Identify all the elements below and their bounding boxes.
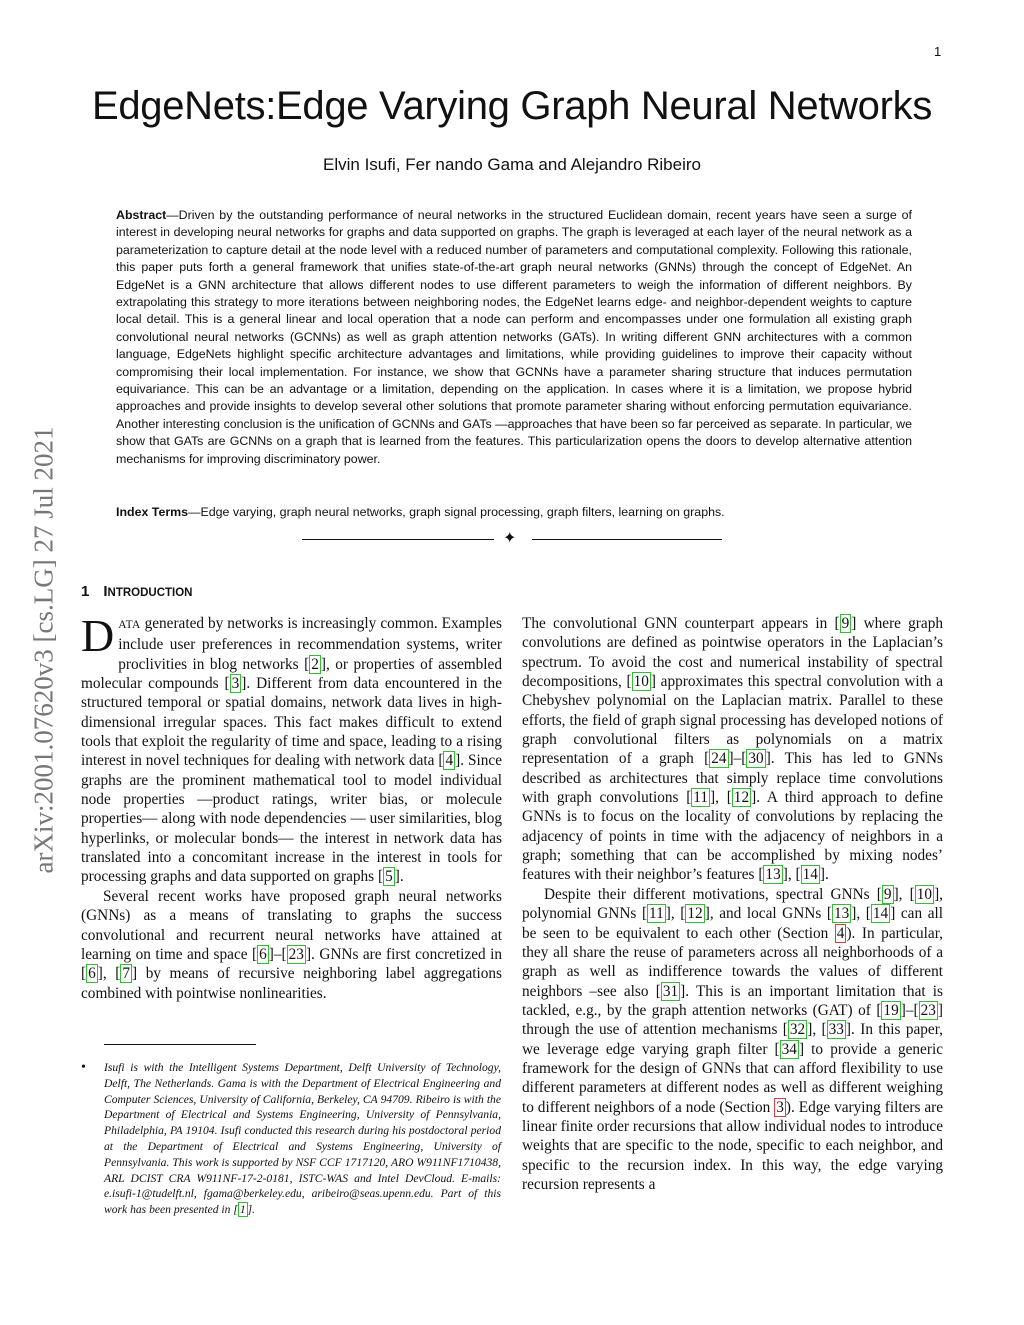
page-number: 1 xyxy=(934,44,942,59)
text: . In this paper, we leverage edge varying graph filter xyxy=(522,1021,943,1058)
text: where graph convolutions are defined as pointwise operators in the Laplacian’s spectrum. To avoid the cost and numerical instability of spectral decompositions, xyxy=(522,615,943,691)
citation-link[interactable]: 10 xyxy=(916,885,933,903)
smallcaps-text: ATA xyxy=(118,619,141,631)
paper-title: EdgeNets:Edge Varying Graph Neural Networks xyxy=(91,84,933,128)
citation-link[interactable]: 12 xyxy=(733,789,750,807)
text: can all be seen to be equivalent to each other (Section xyxy=(522,905,943,942)
citation-link[interactable]: 11 xyxy=(649,905,664,923)
text: . xyxy=(252,1203,256,1217)
citation-link[interactable]: 10 xyxy=(633,673,649,691)
abstract-text: Driven by the outstanding performance of neural networks in the structured Euclidean domain, recent years have seen a surge of interest in developing neural networks for graphs and data supported on graphs. The graph is leveraged at each layer of the neural network as a parameterization to capture detail at the node level with a reduced number of parameters and computational complexity. Following this rationale, this paper puts forth a general framework that unifies state-of-the-art graph neural networks (GNNs) through the concept of EdgeNet. An EdgeNet is a GNN architecture that allows different nodes to use different parameters to weigh the information of different neighbors. By extrapolating this strategy to more iterations between neighboring nodes, the EdgeNet learns edge- and neighbor-dependent weights to capture local detail. This is a general linear and local operation that a node can perform and encompasses under one formulation all existing graph convolutional neural networks (GCNNs) as well as graph attention networks (GATs). In writing different GNN architectures with a common language, EdgeNets highlight specific architecture advantages and limitations, while providing guidelines to improve their capacity without compromising their local implementation. For instance, we show that GCNNs have a parameter sharing structure that induces permutation equivariance. This can be an advantage or a limitation, depending on the application. In cases where it is a limitation, we propose hybrid approaches and provide insights to develop several other solutions that promote parameter sharing without enforcing permutation equivariance. Another interesting conclusion is the unification of GCNNs and GATs —approaches that have been so far perceived as separate. In particular, we show that GATs are GCNNs on a graph that is learned from the features. This particularization opens the doors to develop alternative attention mechanisms for improving discriminatory power. xyxy=(116,208,912,466)
right-column xyxy=(522,614,943,1194)
citation-link[interactable]: 23 xyxy=(920,1001,936,1019)
index-terms-label: Index Terms xyxy=(116,505,189,519)
text: . This has led to GNNs described as architectures that simply replace time convolutions with graph convolutions xyxy=(522,750,943,807)
separator-rule-left xyxy=(302,539,494,540)
author-list: Elvin Isufi, Fer nando Gama and Alejandro Ribeiro xyxy=(323,155,701,174)
citation-link[interactable]: 7 xyxy=(122,965,131,983)
text: , polynomial GNNs xyxy=(522,885,943,923)
citation-link[interactable]: 5 xyxy=(385,868,393,886)
text: – xyxy=(905,1001,914,1019)
text: , xyxy=(102,965,116,983)
text: – xyxy=(733,750,742,768)
citation-link[interactable]: 14 xyxy=(872,905,889,923)
citation-link[interactable]: 14 xyxy=(802,866,818,884)
text: . Since graphs are the prominent mathematical tool to model individual node properties —product ratings, writer bias, or molecule properties— along with node dependencies — user similarities, blog hyperlinks, or molecular bonds— the interest in network data has translated into a concomitant increase in the interest in tools for processing graphs and data supported on graphs xyxy=(81,752,502,886)
citation-link[interactable]: 4 xyxy=(445,752,454,770)
text: ). Edge varying filters are linear finite order recursions that allow individual nodes to introduce weights that are specific to the node, specific to each neighbor, and specific to the recursion index. In this way, the edge varying recursion represents a xyxy=(522,1098,943,1193)
abstract-dash: — xyxy=(166,208,179,222)
citation-link[interactable]: 33 xyxy=(828,1021,844,1039)
citation-link[interactable]: 13 xyxy=(833,905,850,923)
arxiv-stamp: arXiv:2001.07620v3 [cs.LG] 27 Jul 2021 xyxy=(28,426,59,874)
text: ). In particular, they all share the reuse of parameters across all neighborhoods of a graph as well as indifference towards the values of different neighbors –see also xyxy=(522,924,943,1000)
text: , xyxy=(898,885,910,903)
left-column xyxy=(81,610,502,1003)
citation-link[interactable]: 23 xyxy=(288,945,304,963)
footnote-text: Isufi is with the Intelligent Systems Department, Delft University of Technology, Delft, The Netherlands. Gama is with the Department of Electrical Engineering and Computer Sciences, University of California, Berkeley, CA 94709. Ribeiro is with the Department of Electrical and Systems Engineering, University of Pennsylvania, Philadelphia, PA 19104. Isufi conducted this research during his postdoctoral period at the Department of Electrical and Systems Engineering, University of Pennsylvania. This work is supported by NSF CCF 1717120, ARO W911NF1710438, ARL DCIST CRA W911NF-17-2-0181, ISTC-WAS and Intel DevCloud. E-mails: e.isufi-1@tudelft.nl, fgama@berkeley.edu, aribeiro@seas.upenn.edu. Part of this work has been presented in xyxy=(104,1061,501,1217)
text: approximates this spectral convolution with a Chebyshev polynomial on the Laplacian matrix. Parallel to these efforts, the field of graph signal processing has developed notions of graph convolutional filters as polynomials on a matrix representation of a graph xyxy=(522,673,943,768)
citation-link[interactable]: 9 xyxy=(883,885,892,903)
text: . xyxy=(825,866,829,884)
citation-link[interactable]: 12 xyxy=(687,905,703,923)
text: . This is an important limitation that is tackled, e.g., by the graph attention networks (GAT) of xyxy=(522,982,943,1019)
citation-link[interactable]: 3 xyxy=(231,675,240,693)
text: . xyxy=(399,868,404,886)
text: to provide a generic framework for the design of GNNs that can afford flexibility to use different parameters at different nodes as well as different weighing to different neighbors of a node (Section xyxy=(522,1040,943,1116)
index-terms xyxy=(116,504,912,521)
text: , or properties of assembled molecular compounds xyxy=(81,655,502,693)
citation-link[interactable]: 11 xyxy=(693,789,709,807)
text: , xyxy=(812,1021,822,1039)
text: , xyxy=(787,866,796,884)
citation-link[interactable]: 2 xyxy=(311,655,319,673)
section-title-initial: I xyxy=(103,583,108,600)
text: Several recent works have proposed graph neural networks (GNNs) as a means of translating to graphs the success convolutional and recurrent neural networks have attained at learning on time and space xyxy=(81,887,502,963)
abstract-label: Abstract xyxy=(116,208,167,222)
paragraph: DATA generated by networks is increasingly common. Examples include user preferences in recommendation systems, writer proclivities in blog networks [ 2 ], or properties of assembled molecular compounds [ 3 ]. Different from data encountered in the structured temporal or spatial domains, network data lives in high-dimensional irregular spaces. This fact makes difficult to extend tools that exploit the regularity of time and space, leading to a rising interest in novel techniques for dealing with network data [ 4 ]. Since graphs are the prominent mathematical tool to model individual node properties —product ratings, writer bias, or molecule properties— along with node dependencies — user similarities, blog hyperlinks, or molecular bonds— the interest in network data has translated into a concomitant increase in the interest in tools for processing graphs and data supported on graphs [ 5 ]. xyxy=(81,610,502,886)
paragraph: Several recent works have proposed graph neural networks (GNNs) as a means of translating to graphs the success convolutional and recurrent neural networks have attained at learning on time and space [ 6 ]–[ 23 ]. GNNs are first concretized in [ 6 ], [ 7 ] by means of recursive neighboring label aggregations combined with pointwise nonlinearities. xyxy=(81,887,502,1002)
citation-link[interactable]: 13 xyxy=(765,866,781,884)
text: – xyxy=(273,945,282,963)
citation-link[interactable]: 32 xyxy=(789,1021,806,1039)
separator-rule-right xyxy=(532,539,722,540)
section-title-rest: NTRODUCTION xyxy=(107,587,193,599)
footnote-rule xyxy=(104,1044,256,1045)
text: . Different from data encountered in the structured temporal or spatial domains, network data lives in high-dimensional irregular spaces. This fact makes difficult to extend tools that exploit the regularity of time and space, leading to a rising interest in novel techniques for dealing with network data xyxy=(81,675,502,770)
citation-link[interactable]: 6 xyxy=(259,945,267,963)
section-link[interactable]: 3 xyxy=(776,1098,784,1116)
citation-link[interactable]: 34 xyxy=(781,1040,797,1058)
citation-link[interactable]: 19 xyxy=(883,1001,899,1019)
section-link[interactable]: 4 xyxy=(836,924,845,942)
text: generated by networks is increasingly common. Examples include user preferences in recommendation systems, writer proclivities in blog networks xyxy=(118,615,502,673)
footnote: Isufi is with the Intelligent Systems Department, Delft University of Technology, Delft, The Netherlands. Gama is with the Department of Electrical Engineering and Computer Sciences, University of California, Berkeley, CA 94709. Ribeiro is with the Department of Electrical and Systems Engineering, University of Pennsylvania, Philadelphia, PA 19104. Isufi conducted this research during his postdoctoral period at the Department of Electrical and Systems Engineering, University of Pennsylvania. This work is supported by NSF CCF 1717120, ARO W911NF1710438, ARL DCIST CRA W911NF-17-2-0181, ISTC-WAS and Intel DevCloud. E-mails: e.isufi-1@tudelft.nl, fgama@berkeley.edu, aribeiro@seas.upenn.edu. Part of this work has been presented in [ 1 ]. xyxy=(104,1061,501,1217)
citation-link[interactable]: 30 xyxy=(748,750,764,768)
citation-link[interactable]: 1 xyxy=(239,1203,246,1217)
dropcap: D xyxy=(81,610,115,661)
abstract xyxy=(116,207,912,468)
text: by means of recursive neighboring label aggregations combined with pointwise nonlinearities. xyxy=(81,965,502,1002)
index-terms-dash: — xyxy=(188,505,201,519)
text: , xyxy=(670,905,681,923)
section-heading xyxy=(81,583,192,600)
citation-link[interactable]: 31 xyxy=(662,982,679,1000)
paragraph: The convolutional GNN counterpart appears in [ 9 ] where graph convolutions are defined as pointwise operators in the Laplacian’s spectrum. To avoid the cost and numerical instability of spectral decompositions, [ 10 ] approximates this spectral convolution with a Chebyshev polynomial on the Laplacian matrix. Parallel to these efforts, the field of graph signal processing has developed notions of graph convolutional filters as polynomials on a matrix representation of a graph [ 24 ]–[ 30 ]. This has led to GNNs described as architectures that simply replace time convolutions with graph convolutions [ 11 ], [ 12 ]. A third approach to define GNNs is to focus on the locality of convolutions by replacing the adjacency of points in time with the adjacency of neighbors in a graph; something that can be accomplished by mixing nodes’ features with their neighbor’s features [ 13 ], [ 14 ]. xyxy=(522,615,943,884)
section-number: 1 xyxy=(81,583,90,600)
separator-diamond-icon: ✦ xyxy=(503,530,517,547)
index-terms-text: Edge varying, graph neural networks, graph signal processing, graph filters, learning on graphs. xyxy=(200,505,725,519)
text: , and local GNNs xyxy=(709,905,827,923)
text: . GNNs are first concretized in xyxy=(311,945,502,963)
citation-link[interactable]: 6 xyxy=(88,965,96,983)
text: . A third approach to define GNNs is to focus on the locality of convolutions by replacing the adjacency of points in time with the adjacency of neighbors in a graph; something that can be accomplished by mixing nodes’ features with their neighbor’s features xyxy=(522,789,943,884)
text: , xyxy=(715,789,727,807)
paragraph: Despite their different motivations, spectral GNNs [ 9 ], [ 10 ], polynomial GNNs [ 11 ], [ 12 ], and local GNNs [ 13 ], [ 14 ] can all be seen to be equivalent to each other (Section 4 ). In particular, they all share the reuse of parameters across all neighborhoods of a graph as well as indifference towards the values of different neighbors –see also [ 31 ]. This is an important limitation that is tackled, e.g., by the graph attention networks (GAT) of [ 19 ]–[ 23 ] through the use of attention mechanisms [ 32 ], [ 33 ]. In this paper, we leverage edge varying graph filter [ 34 ] to provide a generic framework for the design of GNNs that can afford flexibility to use different parameters at different nodes as well as different weighing to different neighbors of a node (Section 3 ). Edge varying filters are linear finite order recursions that allow individual nodes to introduce weights that are specific to the node, specific to each neighbor, and specific to the recursion index. In this way, the edge varying recursion represents a xyxy=(522,885,943,1193)
text: , xyxy=(856,905,866,923)
text: through the use of attention mechanisms xyxy=(522,1021,783,1039)
text: The convolutional GNN counterpart appears in xyxy=(522,615,835,632)
citation-link[interactable]: 24 xyxy=(711,750,727,768)
text: Despite their different motivations, spectral GNNs xyxy=(544,885,877,903)
footnote-bullet-icon: • xyxy=(81,1060,86,1075)
citation-link[interactable]: 9 xyxy=(841,615,850,632)
